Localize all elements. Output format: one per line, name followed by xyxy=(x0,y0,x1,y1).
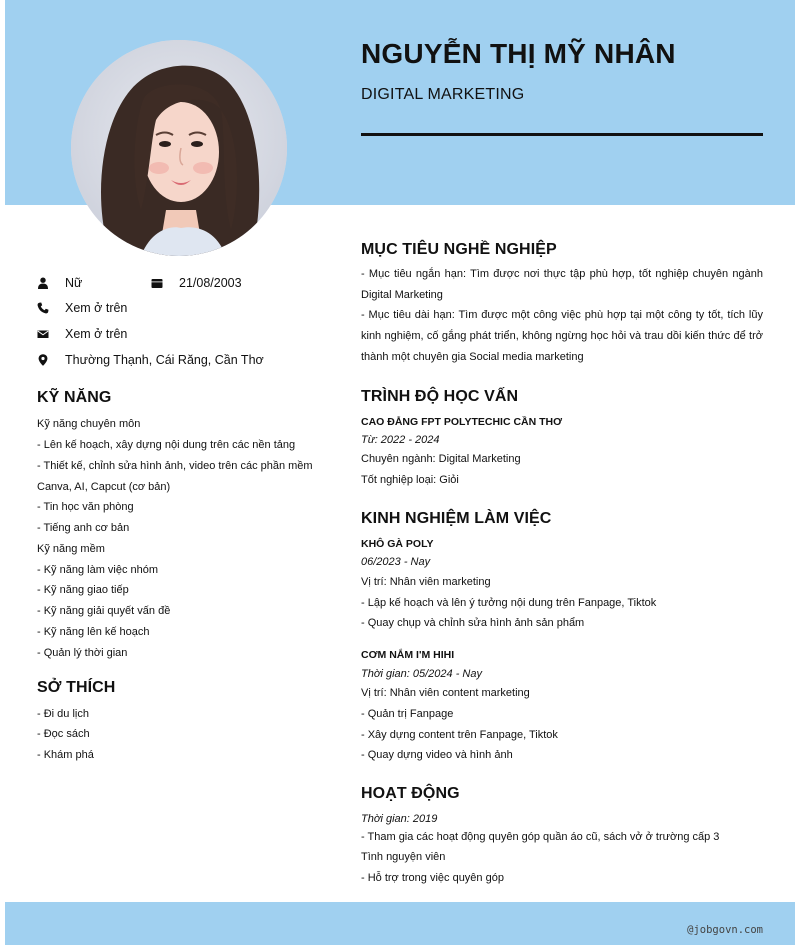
job-duty: - Lập kế hoạch và lên ý tưởng nội dung trên Fanpage, Tiktok xyxy=(361,597,657,609)
job-period: 06/2023 - Nay xyxy=(361,556,431,568)
job-title: DIGITAL MARKETING xyxy=(361,86,525,103)
education-grade: Tốt nghiệp loại: Giỏi xyxy=(361,474,459,486)
header-divider xyxy=(361,133,763,136)
activity-line: - Tham gia các hoạt động quyên góp quần áo cũ, sách vở ở trường cấp 3 xyxy=(361,831,720,843)
skill-line: - Quản lý thời gian xyxy=(37,647,128,659)
objective-long-term: - Mục tiêu dài hạn: Tìm được một công việc phù hợp tại một công ty tốt, tích lũy kinh nghiệm, cố gắng phát triển, không ngừng học hỏi và trau dồi kiến thức để trở thành một chuyên gia Social media marketing xyxy=(361,309,763,363)
footer-band xyxy=(5,902,795,945)
location-pin-icon xyxy=(37,354,49,366)
job-company: KHÔ GÀ POLY xyxy=(361,538,434,550)
mail-icon xyxy=(37,328,49,340)
education-major: Chuyên ngành: Digital Marketing xyxy=(361,453,521,465)
skill-line: Kỹ năng chuyên môn xyxy=(37,418,141,430)
footer-watermark: @jobgovn.com xyxy=(687,924,763,936)
education-period: Từ: 2022 - 2024 xyxy=(361,434,440,446)
activities-title: HOẠT ĐỘNG xyxy=(361,785,460,802)
skill-line: - Thiết kế, chỉnh sửa hình ảnh, video trên các phần mềm xyxy=(37,460,313,472)
activity-line: Tình nguyện viên xyxy=(361,851,446,863)
address-value: Thường Thạnh, Cái Răng, Cần Thơ xyxy=(65,353,264,367)
contact-phone xyxy=(37,301,127,315)
skill-line: Canva, AI, Capcut (cơ bản) xyxy=(37,481,171,493)
hobby-line: - Đi du lịch xyxy=(37,708,89,720)
phone-value: Xem ở trên xyxy=(65,301,128,315)
contact-address xyxy=(37,353,264,367)
skill-line: - Tiếng anh cơ bản xyxy=(37,522,130,534)
phone-icon xyxy=(37,302,49,314)
calendar-icon xyxy=(151,277,163,289)
school-name: CAO ĐẲNG FPT POLYTECHIC CẦN THƠ xyxy=(361,416,563,428)
activities-period: Thời gian: 2019 xyxy=(361,813,438,825)
job-duty: - Xây dựng content trên Fanpage, Tiktok xyxy=(361,729,558,741)
skills-title: KỸ NĂNG xyxy=(37,389,112,406)
gender-value: Nữ xyxy=(65,276,83,290)
job-duty: - Quản trị Fanpage xyxy=(361,708,454,720)
user-icon xyxy=(37,277,49,289)
objective-short-term: - Mục tiêu ngắn hạn: Tìm được nơi thực tập phù hợp, tốt nghiệp chuyên ngành Digital Marketing xyxy=(361,268,763,301)
job-company: CƠM NẮM I'M HIHI xyxy=(361,649,455,661)
profile-photo xyxy=(71,40,287,256)
skill-line: - Lên kế hoạch, xây dựng nội dung trên các nền tảng xyxy=(37,439,296,451)
full-name: NGUYỄN THỊ MỸ NHÂN xyxy=(361,38,676,69)
birthday-value: 21/08/2003 xyxy=(179,276,242,290)
skill-line: - Tin học văn phòng xyxy=(37,501,134,513)
job-period: Thời gian: 05/2024 - Nay xyxy=(361,668,482,680)
skill-line: - Kỹ năng giao tiếp xyxy=(37,584,129,596)
job-position: Vị trí: Nhân viên marketing xyxy=(361,576,491,588)
skill-line: - Kỹ năng lên kế hoạch xyxy=(37,626,150,638)
experience-title: KINH NGHIỆM LÀM VIỆC xyxy=(361,510,552,527)
contact-email xyxy=(37,327,127,341)
hobbies-title: SỞ THÍCH xyxy=(37,679,116,696)
job-duty: - Quay dựng video và hình ảnh xyxy=(361,749,513,761)
contact-birthday xyxy=(151,276,242,290)
contact-gender xyxy=(37,276,82,290)
activity-line: - Hỗ trợ trong việc quyên góp xyxy=(361,872,504,884)
skill-line: - Kỹ năng giải quyết vấn đề xyxy=(37,605,171,617)
objective-title: MỤC TIÊU NGHỀ NGHIỆP xyxy=(361,241,557,258)
email-value: Xem ở trên xyxy=(65,327,128,341)
skill-line: - Kỹ năng làm việc nhóm xyxy=(37,564,159,576)
hobby-line: - Đọc sách xyxy=(37,728,90,740)
skill-line: Kỹ năng mềm xyxy=(37,543,105,555)
education-title: TRÌNH ĐỘ HỌC VẤN xyxy=(361,388,519,405)
job-duty: - Quay chụp và chỉnh sửa hình ảnh sản phẩm xyxy=(361,617,585,629)
job-position: Vị trí: Nhân viên content marketing xyxy=(361,687,530,699)
hobby-line: - Khám phá xyxy=(37,749,94,761)
